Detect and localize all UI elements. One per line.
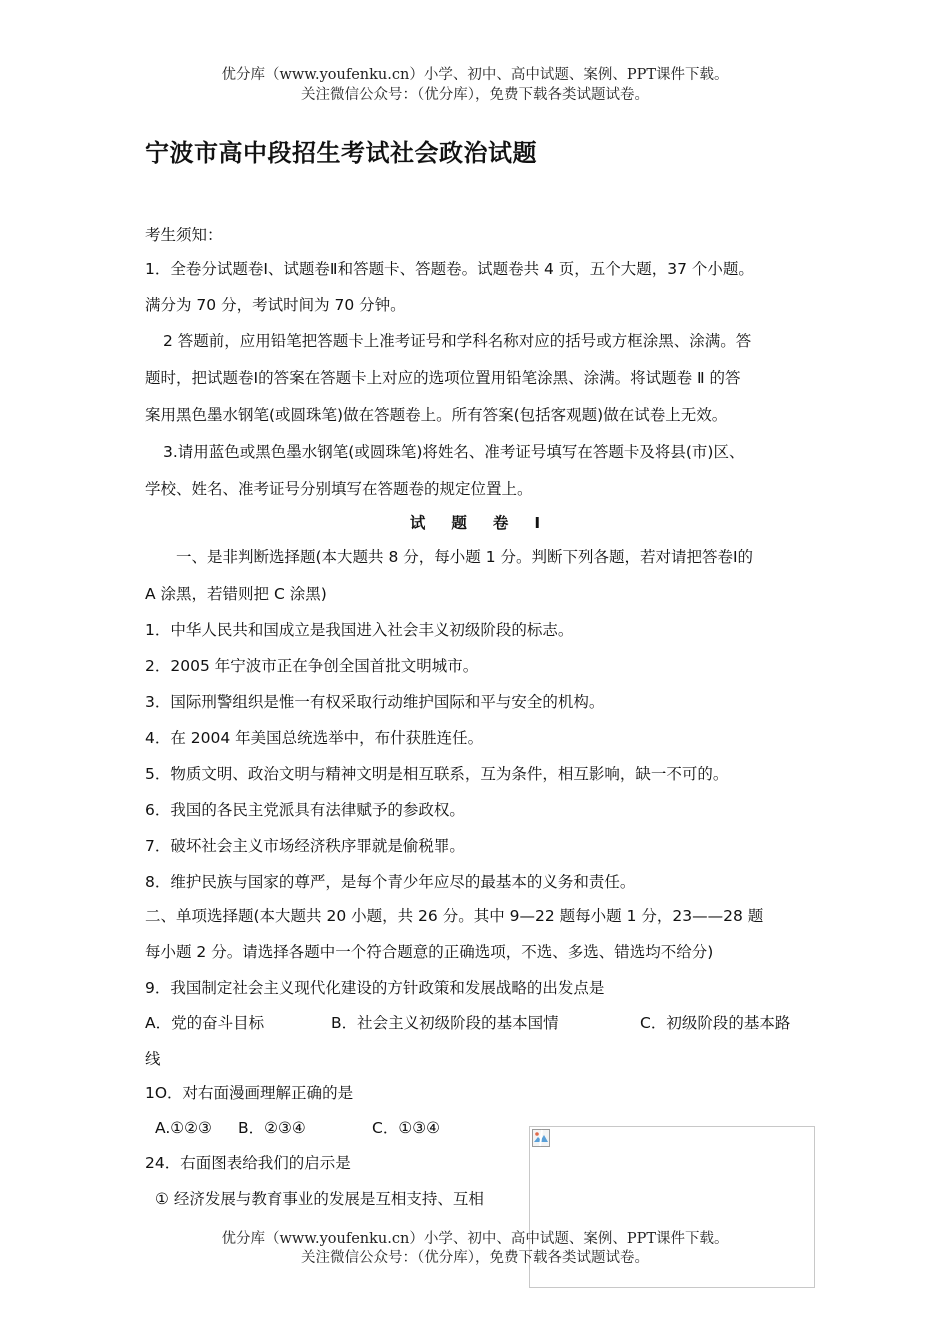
footer-promo-line-1: 优分库（www.youfenku.cn）小学、初中、高中试题、案例、PPT课件下载。 — [221, 1231, 729, 1247]
q9-option-a: A．党的奋斗目标 — [145, 1014, 265, 1032]
broken-image-icon — [532, 1129, 550, 1147]
notice-line-2: 满分为 70 分，考试时间为 70 分钟。 — [145, 296, 406, 314]
question-24: 24．右面图表给我们的启示是 — [145, 1154, 351, 1172]
notice-line-7: 学校、姓名、准考证号分别填写在答题卷的规定位置上。 — [145, 480, 533, 498]
notice-line-3: 2 答题前，应用铅笔把答题卡上准考证号和学科名称对应的括号或方框涂黑、涂满。答 — [163, 332, 752, 350]
q9-option-b: B．社会主义初级阶段的基本国情 — [331, 1014, 559, 1032]
question-4: 4．在 2004 年美国总统选举中，布什获胜连任。 — [145, 729, 484, 747]
question-2: 2．2005 年宁波市正在争创全国首批文明城市。 — [145, 657, 479, 675]
question-3: 3．国际刑警组织是惟一有权采取行动维护国际和平与安全的机构。 — [145, 693, 605, 711]
part2-intro-2: 每小题 2 分。请选择各题中一个符合题意的正确选项，不选、多选、错选均不给分) — [145, 943, 714, 961]
q10-option-b: B．②③④ — [238, 1119, 306, 1137]
header-promo-line-2: 关注微信公众号：（优分库），免费下载各类试题试卷。 — [301, 87, 649, 103]
question-6: 6．我国的各民主党派具有法律赋予的参政权。 — [145, 801, 465, 819]
footer-promo-line-2: 关注微信公众号：（优分库），免费下载各类试题试卷。 — [301, 1250, 649, 1266]
q9-option-c-continued: 线 — [145, 1050, 161, 1068]
part1-intro-1: 一、是非判断选择题(本大题共 8 分，每小题 1 分。判断下列各题，若对请把答卷Ⅰ的 — [176, 548, 754, 566]
notice-line-5: 案用黑色墨水钢笔(或圆珠笔)做在答题卷上。所有答案(包括客观题)做在试卷上无效。 — [145, 406, 728, 424]
notice-line-1: 1．全卷分试题卷Ⅰ、试题卷Ⅱ和答题卡、答题卷。试题卷共 4 页，五个大题，37 个小题。 — [145, 260, 754, 278]
part1-intro-2: A 涂黑，若错则把 C 涂黑) — [145, 585, 327, 603]
section-title — [0, 512, 950, 534]
section-title-char: 题 — [451, 514, 467, 532]
question-5: 5．物质文明、政治文明与精神文明是相互联系，互为条件，相互影响，缺一不可的。 — [145, 765, 729, 783]
section-title-char: 卷 — [492, 514, 509, 532]
q24-statement-1: ① 经济发展与教育事业的发展是互相支持、互相 — [155, 1190, 484, 1208]
notice-line-6: 3.请用蓝色或黑色墨水钢笔(或圆珠笔)将姓名、准考证号填写在答题卡及将县(市)区、 — [163, 443, 745, 461]
section-title-char: 试 — [409, 514, 426, 532]
part2-intro-1: 二、单项选择题(本大题共 20 小题，共 26 分。其中 9—22 题每小题 1 分，23——28 题 — [145, 907, 764, 925]
question-9: 9．我国制定社会主义现代化建设的方针政策和发展战略的出发点是 — [145, 979, 605, 997]
notice-line-4: 题时，把试题卷Ⅰ的答案在答题卡上对应的选项位置用铅笔涂黑、涂满。将试题卷 Ⅱ 的答 — [145, 369, 741, 387]
question-10: 1O．对右面漫画理解正确的是 — [145, 1084, 354, 1102]
q10-option-a: A.①②③ — [155, 1119, 212, 1137]
question-8: 8．维护民族与国家的尊严，是每个青少年应尽的最基本的义务和责任。 — [145, 873, 636, 891]
question-7: 7．破坏社会主义市场经济秩序罪就是偷税罪。 — [145, 837, 465, 855]
q9-option-c: C．初级阶段的基本路 — [640, 1014, 791, 1032]
header-promo-line-1: 优分库（www.youfenku.cn）小学、初中、高中试题、案例、PPT课件下载。 — [221, 67, 729, 83]
page-title: 宁波市高中段招生考试社会政治试题 — [145, 139, 537, 167]
notice-heading: 考生须知： — [145, 226, 223, 244]
question-1: 1．中华人民共和国成立是我国进入社会丰义初级阶段的标志。 — [145, 621, 574, 639]
q10-option-c: C．①③④ — [372, 1119, 441, 1137]
section-title-char: Ⅰ — [534, 514, 541, 532]
